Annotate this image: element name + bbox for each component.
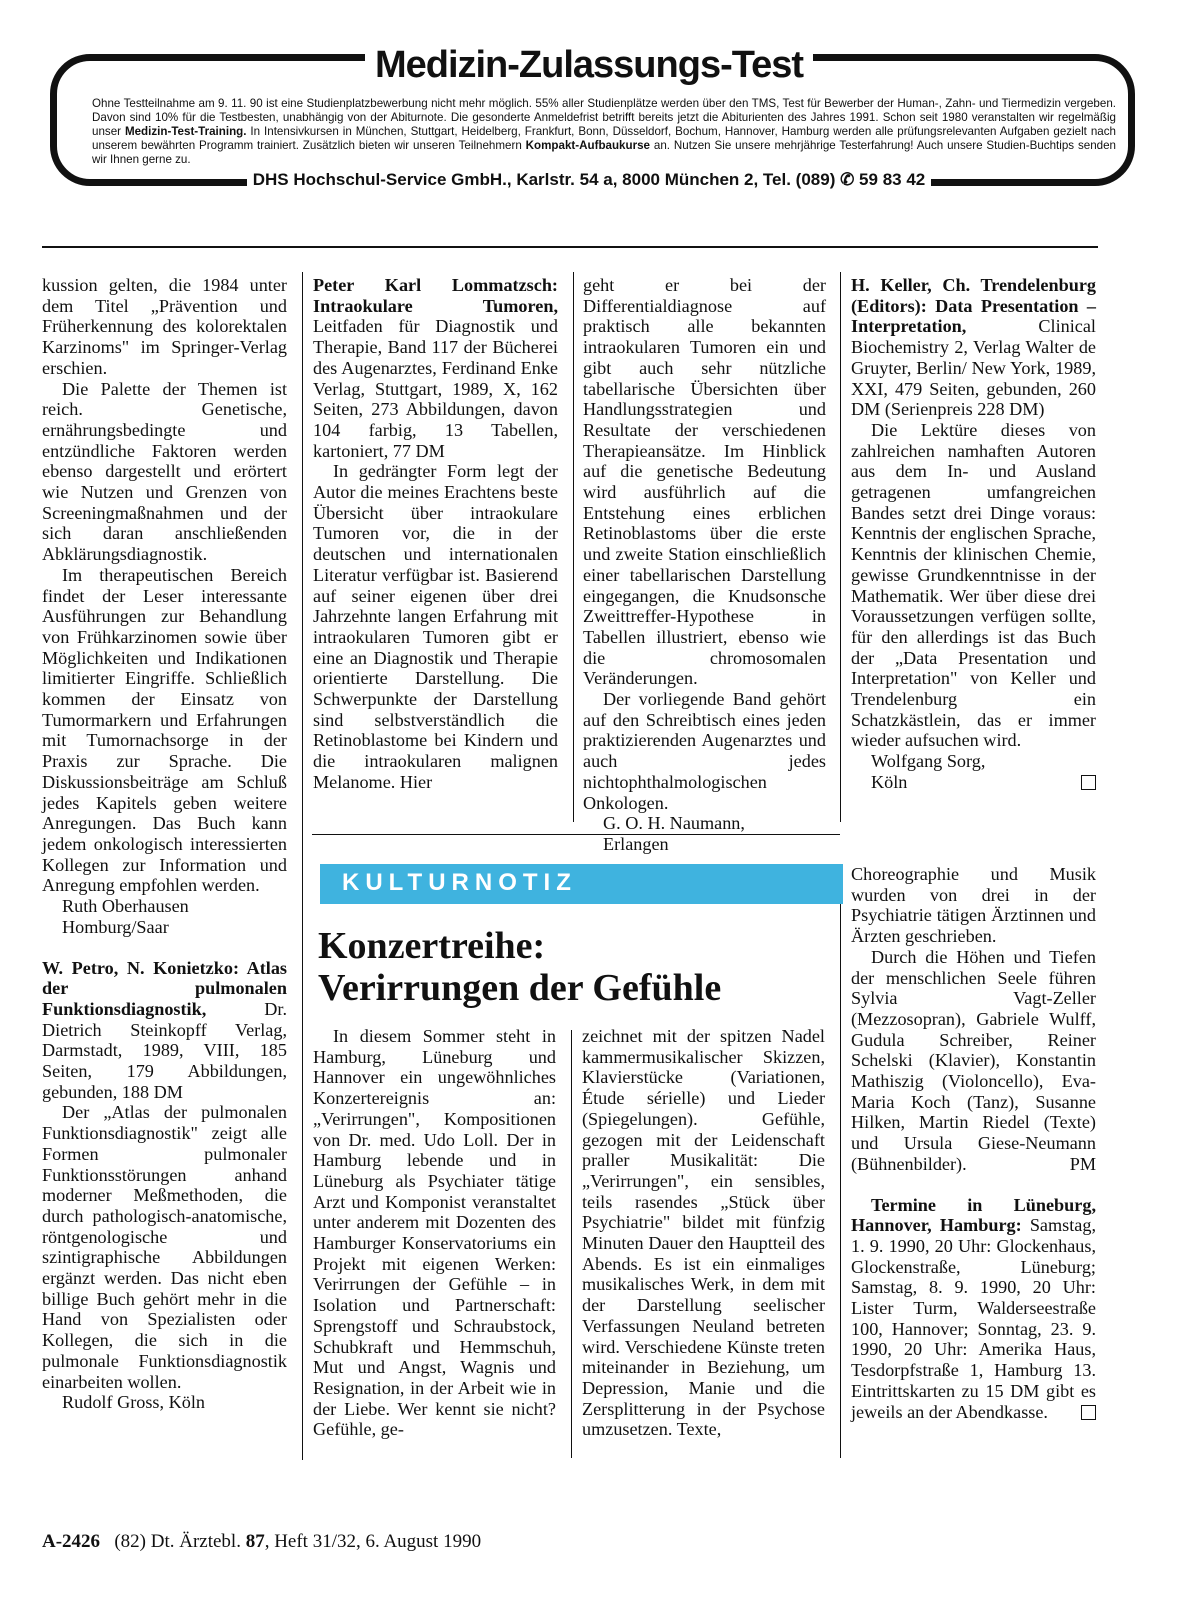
page-code: A-2426 <box>42 1531 101 1552</box>
col4-signature-name: Wolfgang Sorg, <box>871 751 986 772</box>
col1-paragraph-1: kussion gelten, die 1984 unter dem Titel „Prävention und Früherkennung des kolorektalen Karzinoms" im Springer-Verlag erschien. <box>42 275 287 378</box>
end-mark-icon <box>1081 1405 1096 1420</box>
col4-signature-place: Köln <box>851 772 1096 793</box>
column-3 <box>583 275 826 855</box>
page-footer: A-2426 (82) Dt. Ärztebl. 87, Heft 31/32, 6. August 1990 <box>42 1531 482 1552</box>
kultur-termine: Termine in Lüneburg, Hannover, Hamburg: Samstag, 1. 9. 1990, 20 Uhr: Glockenhaus, Glockenstraße, Lüneburg; Samstag, 8. 9. 1990, 20 Uhr: Lister Turm, Walderseestraße 100, Hannover; Sonntag, 23. 9. 1990, 20 Uhr: Amerika Haus, Tesdorpfstraße 1, Hamburg 13. Eintrittskarten zu 15 DM gibt es jeweils an der Abendkasse. <box>851 1194 1096 1422</box>
col-divider-3 <box>840 272 841 822</box>
col1-paragraph-2: Die Palette der Themen ist reich. Genetische, ernährungsbedingte und entzündliche Faktoren werden ebenso dargestellt und erörtert wie Nutzen und Grenzen von Screeningmaßnahmen und der sich daran anschließenden Abklärungsdiagnostik. <box>42 378 287 565</box>
headline-line-2: Verirrungen der Gefühle <box>318 967 722 1009</box>
kulturnotiz-banner <box>320 864 843 904</box>
article-headline <box>318 925 848 1009</box>
kultur-column-a <box>313 1026 556 1440</box>
col4-book-entry: H. Keller, Ch. Trendelenburg (Editors): Data Presentation – Interpretation, Clinical Biochemistry 2, Verlag Walter de Gruyter, Berlin/ New York, 1989, XXI, 479 Seiten, gebunden, 260 DM (Serienpreis 228 DM) <box>851 275 1096 420</box>
col1-signature-name: Ruth Oberhausen <box>62 896 189 917</box>
headline-line-1: Konzertreihe: <box>318 925 546 967</box>
col4-paragraph-1: Die Lektüre dieses von zahlreichen namhaften Autoren aus dem In- und Ausland getragenen umfangreichen Bandes setzt drei Dinge voraus: Kenntnis der englischen Sprache, Kenntnis der klinischen Chemie, gewisse Grundkenntnisse in der Mathematik. Wer über diese drei Voraussetzungen verfügen sollte, für den allerdings ist das Buch der „Data Presentation und Interpretation" von Keller und Trendelenburg ein Schatzkästlein, das er immer wieder aufsuchen wird. <box>851 419 1096 751</box>
ad-title: Medizin-Zulassungs-Test <box>0 44 1178 87</box>
kultur-paragraph-c2: Durch die Höhen und Tiefen der menschlichen Seele führen Sylvia Vagt-Zeller (Mezzosopran), Gabriele Wulff, Gudula Schreiber, Reiner Schelski (Klavier), Konstantin Mathiszig (Violoncello), Eva-Maria Koch (Tanz), Susanne Hilken, Martin Riedel (Texte) und Ursula Giese-Neumann (Bühnenbilder). PM <box>851 946 1096 1174</box>
end-mark-icon <box>1081 775 1096 790</box>
col1-signature-place: Homburg/Saar <box>62 916 169 937</box>
ad-address: DHS Hochschul-Service GmbH., Karlstr. 54 a, 8000 München 2, Tel. (089) ✆ 59 83 42 <box>0 170 1178 190</box>
col3-signature-place: Erlangen <box>603 833 669 854</box>
kultur-paragraph-b: zeichnet mit der spitzen Nadel kammermusikalischer Skizzen, Klavierstücke (Variationen, Étude sérielle) und Lieder (Spiegelungen). Gefühle, gezogen mit der Leidenschaft praller Musikalität: Die „Verirrungen", ein sensibles, teils rasendes „Stück über Psychiatrie" bildet mit fünfzig Minuten Dauer den Hauptteil des Abends. Es ist ein einmaliges musikalisches Werk, in dem mit der Darstellung seelischer Verfassungen Neuland betreten wird. Verschiedene Künste treten miteinander in Beziehung, um Depression, Manie und die Zersplitterung in der Psychose umzusetzen. Texte, <box>582 1026 825 1440</box>
col3-paragraph-2: Der vorliegende Band gehört auf den Schreibtisch eines jeden praktizierenden Augenarztes und auch jedes nichtophthalmologischen Onkologen. <box>583 689 826 813</box>
kultur-paragraph-c1: Choreographie und Musik wurden von drei in der Psychiatrie tätigen Ärztinnen und Ärzten geschrieben. <box>851 864 1096 947</box>
kultur-signature: PM <box>1069 1153 1096 1174</box>
kultur-column-c <box>851 864 1096 1422</box>
kulturnotiz-label: KULTURNOTIZ <box>342 869 577 896</box>
column-4 <box>851 275 1096 793</box>
top-rule <box>42 246 1098 248</box>
col3-paragraph-1: geht er bei der Differentialdiagnose auf praktisch alle bekannten intraokularen Tumoren ein und gibt auch sehr nützliche tabellarische Übersichten über Handlungsstrategien und Resultate der verschiedenen Therapieansätze. Im Hinblick auf die genetische Bedeutung wird ausführlich auf die Entstehung eines erblichen Retinoblastoms über die erste und zweite Station einschließlich einer tabellarischen Darstellung eingegangen, die Knudsonsche Zweittreffer-Hypothese in Tabellen illustriert, ebenso wie die chromosomalen Veränderungen. <box>583 275 826 689</box>
col2-book-entry: Peter Karl Lommatzsch: Intraokulare Tumoren, Leitfaden für Diagnostik und Therapie, Band 117 der Bücherei des Augenarztes, Ferdinand Enke Verlag, Stuttgart, 1989, X, 162 Seiten, 273 Abbildungen, davon 104 farbig, 13 Tabellen, kartoniert, 77 DM <box>313 275 558 461</box>
col1-paragraph-3: Im therapeutischen Bereich findet der Leser interessante Ausführungen zur Behandlung von Frühkarzinomen sowie über Möglichkeiten und Indikationen limitierter Eingriffe. Schließlich kommen der Einsatz von Tumormarkern und Erfahrungen mit Tumornachsorge in der Praxis zur Sprache. Die Diskussionsbeiträge am Schluß jedes Kapitels geben weitere Anregungen. Das Buch kann jedem onkologisch interessierten Kollegen zur Information und Anregung empfohlen werden. <box>42 564 287 896</box>
col-divider-1 <box>302 272 303 1460</box>
col1-signature-2: Rudolf Gross, Köln <box>62 1392 205 1413</box>
column-1 <box>42 275 287 1413</box>
col2-paragraph-1: In gedrängter Form legt der Autor die meines Erachtens beste Übersicht über intraokulare Tumoren vor, die in der deutschen und internationalen Literatur verfügbar ist. Basierend auf seiner eigenen über drei Jahrzehnte langen Erfahrung mit intraokularen Tumoren gibt er eine an Diagnostik und Therapie orientierte Darstellung. Die Schwerpunkte der Darstellung sind selbstverständlich die Retinoblastome bei Kindern und die intraokularen malignen Melanome. Hier <box>313 461 558 792</box>
column-2 <box>313 275 558 793</box>
col-divider-4 <box>571 1030 572 1458</box>
kultur-paragraph-a: In diesem Sommer steht in Hamburg, Lüneburg und Hannover ein ungewöhnliches Konzertereignis an: „Verirrungen", Kompositionen von Dr. med. Udo Loll. Der in Hamburg lebende und in Lüneburg als Psychiater tätige Arzt und Komponist veranstaltet unter anderem mit Dozenten des Hamburger Konservatoriums ein Projekt mit eigenen Werken: Verirrungen der Gefühle – in Isolation und Partnerschaft: Sprengstoff und Schraubstock, Schubkraft und Hemmschuh, Mut und Angst, Wagnis und Resignation, in der Arbeit wie in der Liebe. Wer kennt sie nicht? Gefühle, ge- <box>313 1026 556 1440</box>
kultur-column-b <box>582 1026 825 1440</box>
col1-book-entry: W. Petro, N. Konietzko: Atlas der pulmonalen Funktionsdiagnostik, Dr. Dietrich Steinkopff Verlag, Darmstadt, 1989, VIII, 185 Seiten, 179 Abbildungen, gebunden, 188 DM <box>42 957 287 1102</box>
col3-signature-name: G. O. H. Naumann, <box>603 813 745 834</box>
col1-paragraph-4: Der „Atlas der pulmonalen Funktionsdiagnostik" zeigt alle Formen pulmonaler Funktionsstörungen anhand moderner Meßmethoden, die durch pathologisch-anatomische, röntgenologische und szintigraphische Abbildungen ergänzt werden. Das nicht eben billige Buch gehört mehr in die Hand von Spezialisten oder Kollegen, die sich in die pulmonale Funktionsdiagnostik einarbeiten wollen. <box>42 1102 287 1392</box>
col-divider-2 <box>573 272 574 822</box>
ad-text: Ohne Testteilnahme am 9. 11. 90 ist eine Studienplatzbewerbung nicht mehr möglich. 55% aller Studienplätze werden über den TMS, Test für Bewerber der Human-, Zahn- und Tiermedizin vergeben. Davon sind 10% für die Testbesten, unabhängig von der Abiturnote. Die gesonderte Anmeldefrist betrifft bereits jetzt die Abiturienten des Jahres 1991. Schon seit 1980 veranstalten wir regelmäßig unser Medizin-Test-Training. In Intensivkursen in München, Stuttgart, Heidelberg, Frankfurt, Bonn, Düsseldorf, Bochum, Hannover, Hamburg werden alle prüfungsrelevanten Aufgaben gezielt nach unserem bewährten Programm trainiert. Zusätzlich bieten wir unseren Teilnehmern Kompakt-Aufbaukurse an. Nutzen Sie unsere mehrjährige Testerfahrung! Auch unsere Studien-Buchtips senden wir Ihnen gerne zu. <box>92 97 1116 166</box>
